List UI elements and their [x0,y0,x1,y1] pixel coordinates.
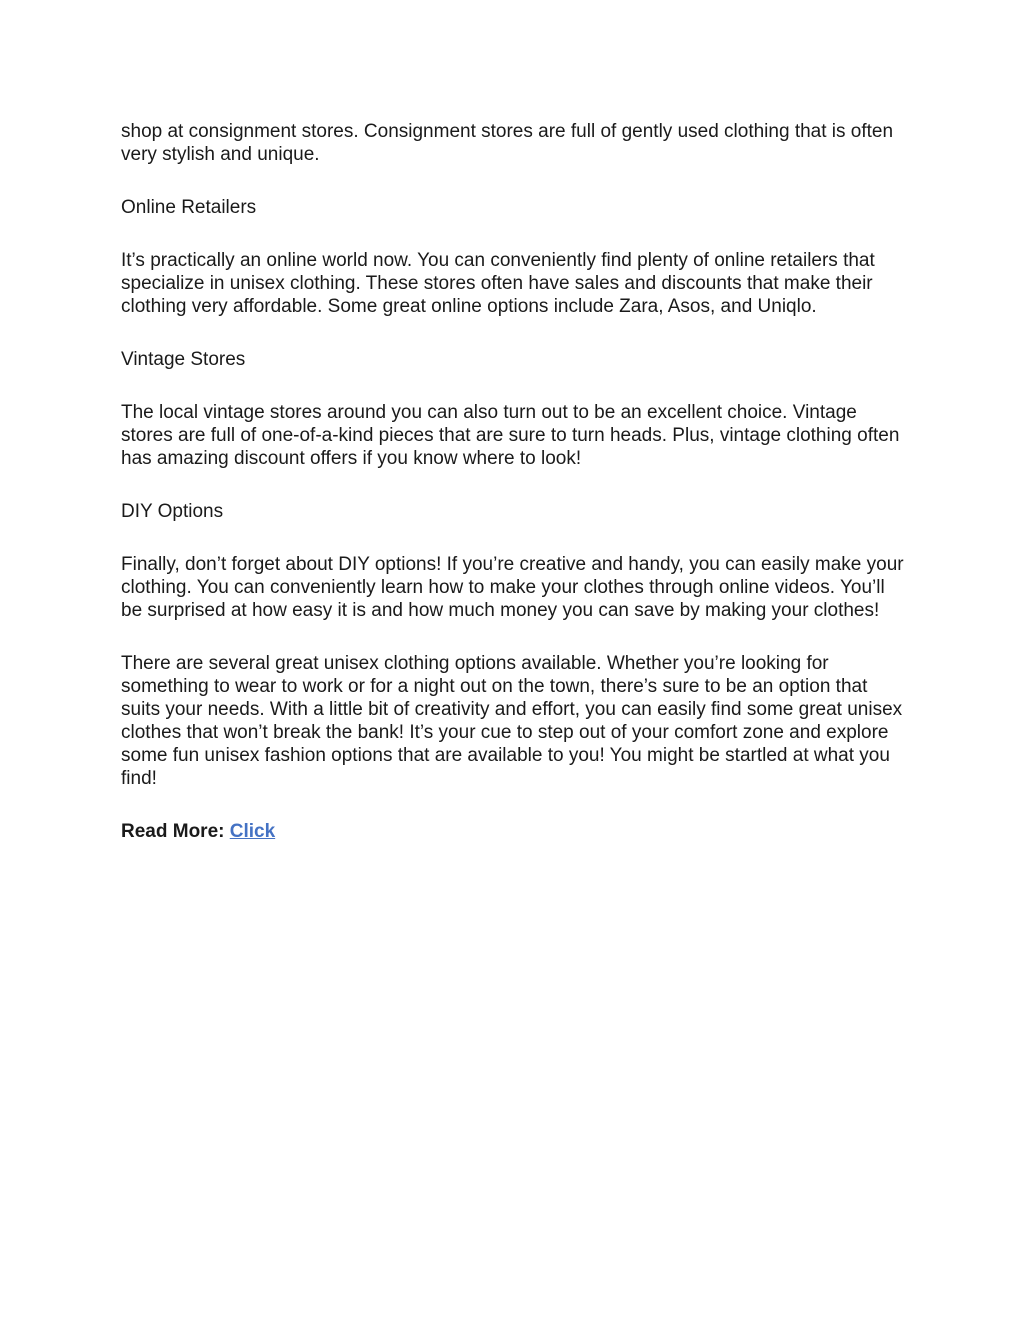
section-body-vintage-stores: The local vintage stores around you can also turn out to be an excellent choice. Vintage stores are full of one-of-a-kind pieces that are sure to turn heads. Plus, vintage clothing often has amazing discount offers if you know where to look! [121,402,900,469]
document-page [121,120,911,843]
section-body-online-retailers: It’s practically an online world now. You can conveniently find plenty of online retailers that specialize in unisex clothing. These stores often have sales and discounts that make their clothing very affordable. Some great online options include Zara, Asos, and Uniqlo. [121,250,875,317]
section-heading-vintage-stores: Vintage Stores [121,349,246,370]
read-more-label: Read More: [121,821,225,842]
section-heading-diy-options: DIY Options [121,501,224,522]
section-heading-online-retailers: Online Retailers [121,197,257,218]
section-body-diy-options: Finally, don’t forget about DIY options! If you’re creative and handy, you can easily make your clothing. You can conveniently learn how to make your clothes through online videos. You’ll be surprised at how easy it is and how much money you can save by making your clothes! [121,554,904,621]
intro-paragraph: shop at consignment stores. Consignment stores are full of gently used clothing that is often very stylish and unique. [121,121,894,165]
read-more-link[interactable]: Click [229,821,276,842]
read-more-line [121,820,911,843]
conclusion-paragraph: There are several great unisex clothing options available. Whether you’re looking for something to wear to work or for a night out on the town, there’s sure to be an option that suits your needs. With a little bit of creativity and effort, you can easily find some great unisex clothes that won’t break the bank! It’s your cue to step out of your comfort zone and explore some fun unisex fashion options that are available to you! You might be startled at what you find! [121,653,903,789]
